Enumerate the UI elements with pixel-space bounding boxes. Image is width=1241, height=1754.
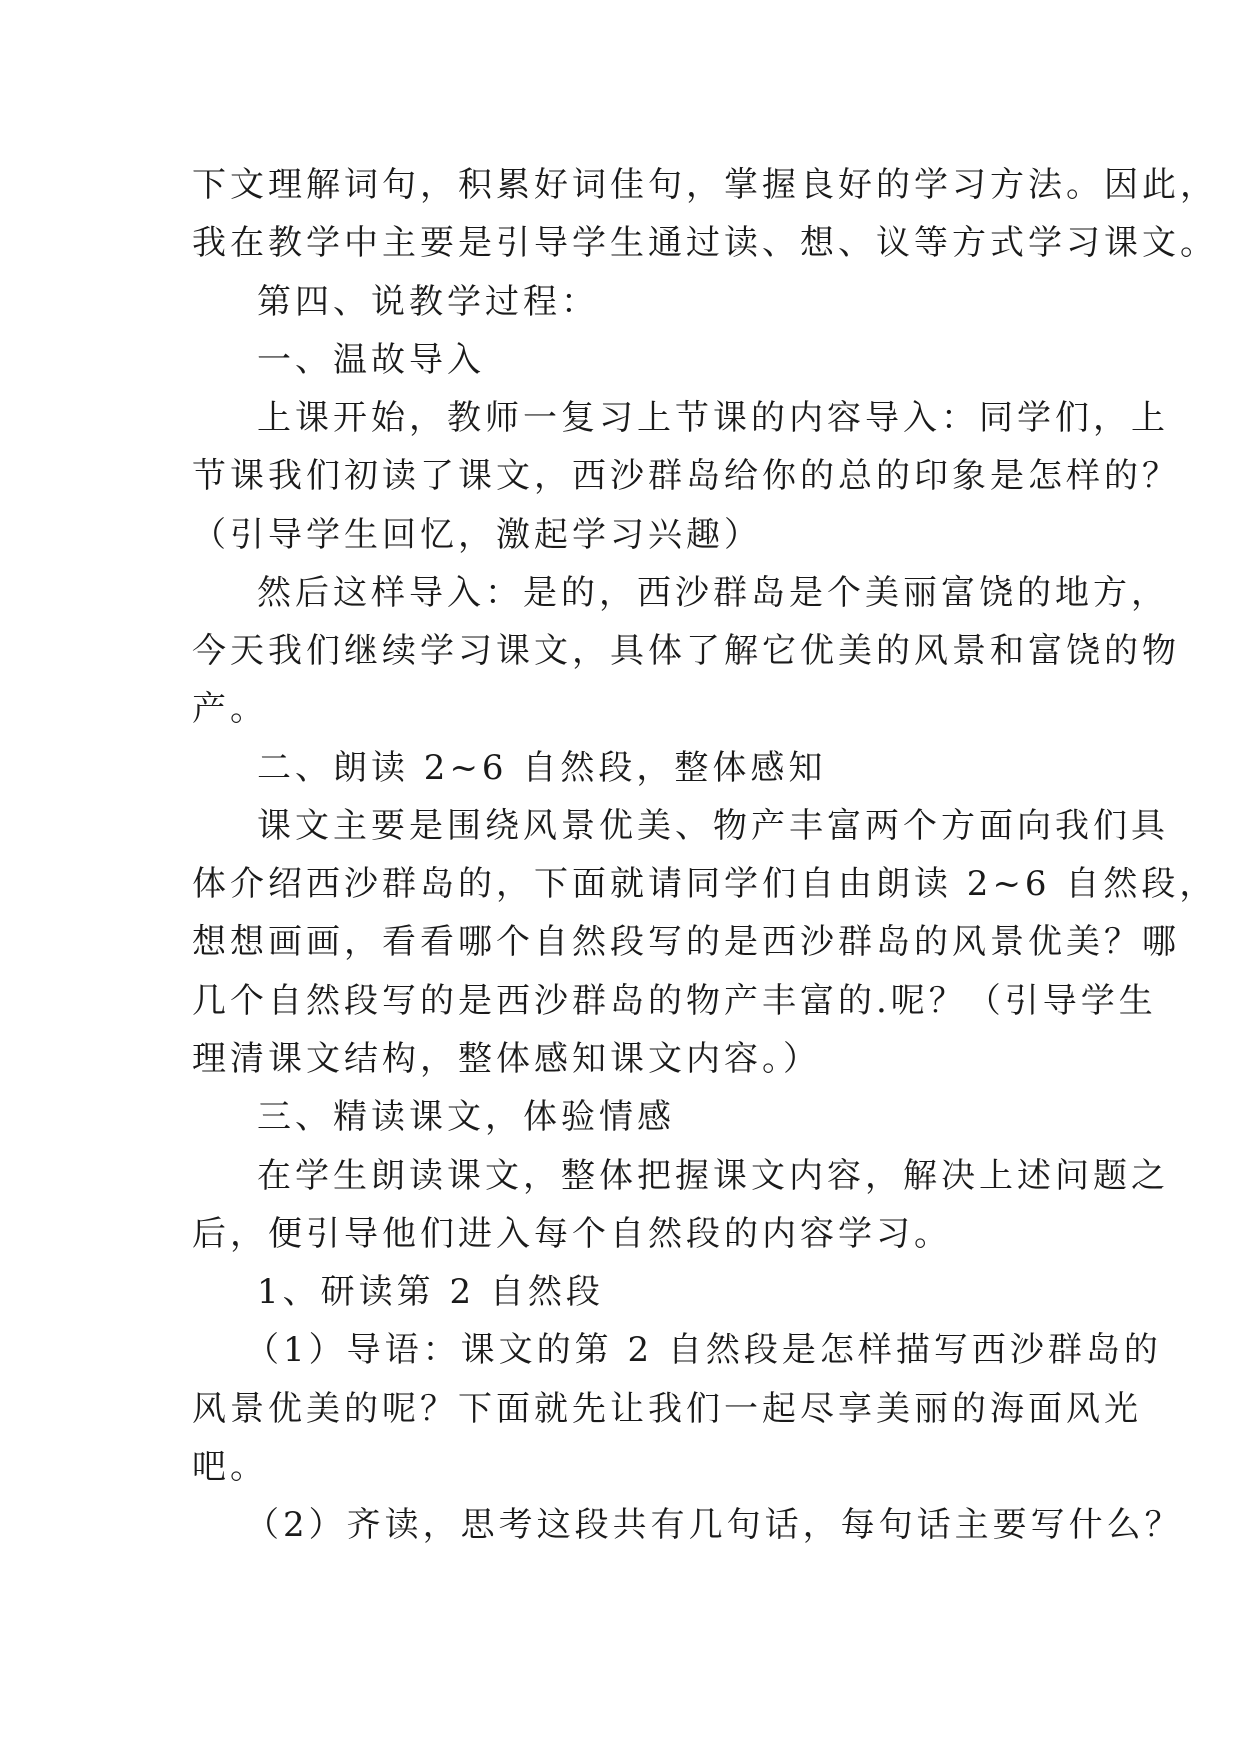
- step-heading: 1、研读第 2 自然段: [257, 1272, 604, 1312]
- text-line: 风景优美的呢？下面就先让我们一起尽享美丽的海面风光: [192, 1389, 1142, 1429]
- text-line: 上课开始，教师一复习上节课的内容导入：同学们，上: [257, 398, 1169, 438]
- text-line: 体介绍西沙群岛的，下面就请同学们自由朗读 2~6 自然段，: [192, 864, 1218, 904]
- subsection-heading: 二、朗读 2~6 自然段，整体感知: [257, 748, 827, 788]
- text-line: 我在教学中主要是引导学生通过读、想、议等方式学习课文。: [192, 223, 1218, 263]
- text-line: 几个自然段写的是西沙群岛的物产丰富的.呢？（引导学生: [192, 981, 1157, 1021]
- text-line: 节课我们初读了课文，西沙群岛给你的总的印象是怎样的？: [192, 456, 1180, 496]
- text-line: 下文理解词句，积累好词佳句，掌握良好的学习方法。因此，: [192, 165, 1218, 205]
- text-line: 想想画画，看看哪个自然段写的是西沙群岛的风景优美？哪: [192, 922, 1180, 962]
- text-line: （1）导语：课文的第 2 自然段是怎样描写西沙群岛的: [245, 1330, 1162, 1370]
- subsection-heading: 一、温故导入: [257, 340, 485, 380]
- subsection-heading: 三、精读课文，体验情感: [257, 1097, 675, 1137]
- text-line: 理清课文结构，整体感知课文内容。）: [192, 1039, 821, 1079]
- section-heading: 第四、说教学过程：: [257, 282, 599, 322]
- text-line: 吧。: [192, 1447, 268, 1487]
- text-line: 后，便引导他们进入每个自然段的内容学习。: [192, 1214, 952, 1254]
- text-line: 今天我们继续学习课文，具体了解它优美的风景和富饶的物: [192, 631, 1180, 671]
- text-line: （2）齐读，思考这段共有几句话，每句话主要写什么？: [245, 1505, 1183, 1545]
- text-line: 产。: [192, 689, 268, 729]
- text-line: 然后这样导入：是的，西沙群岛是个美丽富饶的地方，: [257, 573, 1169, 613]
- text-line: 课文主要是围绕风景优美、物产丰富两个方面向我们具: [257, 806, 1169, 846]
- text-line: 在学生朗读课文，整体把握课文内容，解决上述问题之: [257, 1156, 1169, 1196]
- text-line: （引导学生回忆，激起学习兴趣）: [192, 515, 762, 555]
